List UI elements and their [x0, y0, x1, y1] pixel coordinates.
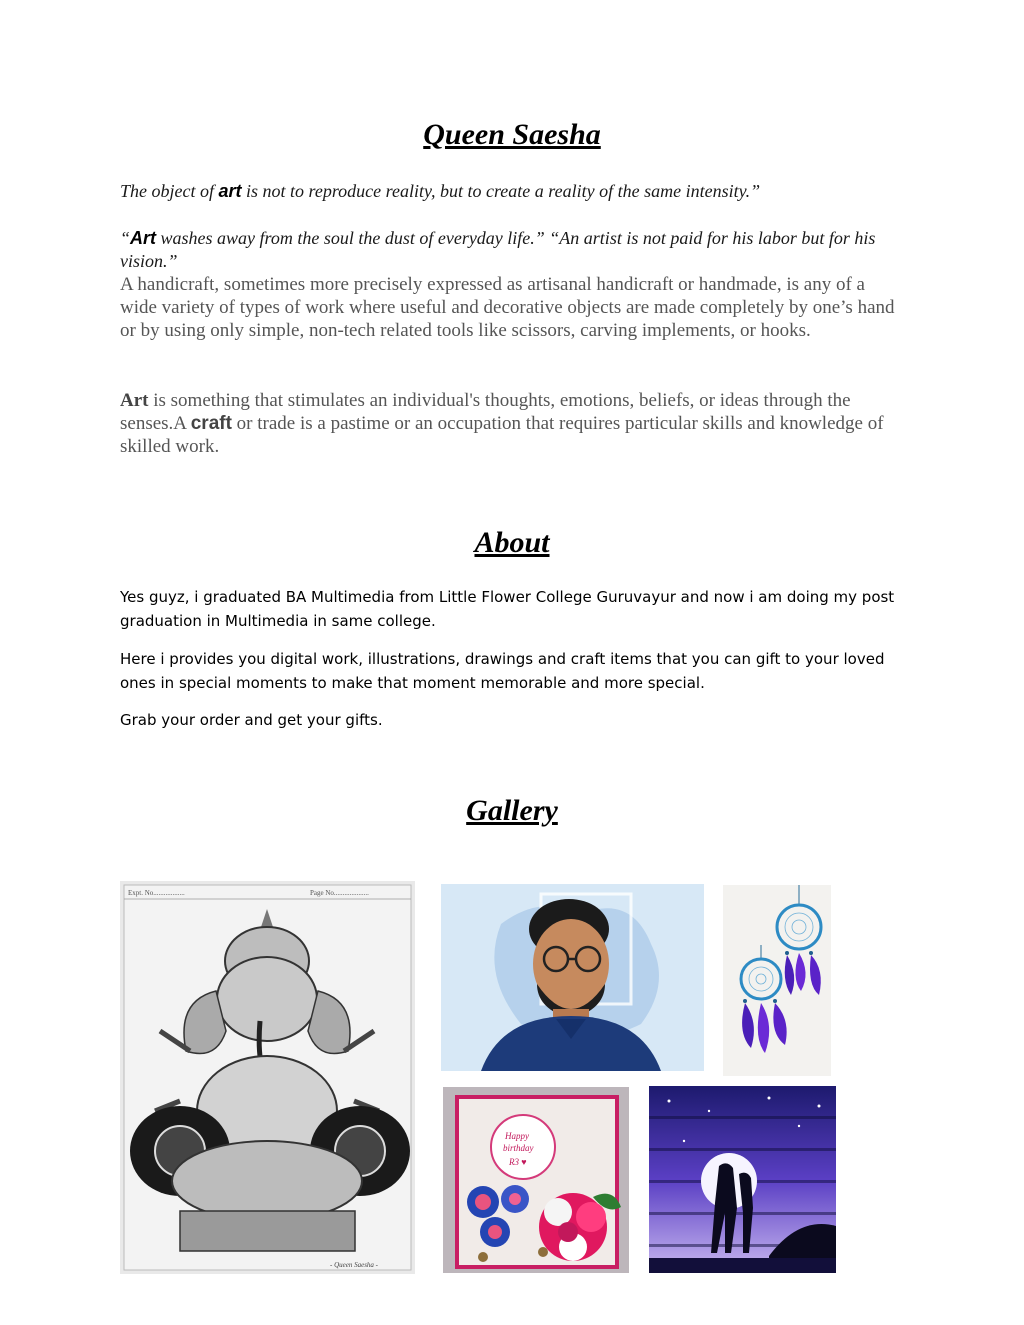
about-heading: About: [474, 526, 550, 559]
digital-portrait-image: [441, 884, 704, 1071]
birthday-card-craft-image: [443, 1087, 629, 1273]
about-paragraph-2: Here i provides you digital work, illustrations, drawings and craft items that you can gift to your loved ones in special moments to make that moment memorable and more special.: [120, 650, 885, 692]
about-paragraph-3: Grab your order and get your gifts.: [120, 711, 383, 729]
sketch-signature: - Queen Saesha -: [330, 1261, 379, 1269]
card-line-1: Happy: [505, 1131, 529, 1141]
dreamcatcher-image: [723, 885, 831, 1076]
night-couple-painting-image: [649, 1086, 836, 1273]
art-craft-paragraph: [120, 389, 905, 458]
quote-1-after: is not to reproduce reality, but to create a reality of the same intensity.”: [241, 181, 761, 201]
card-line-2: birthday: [503, 1143, 534, 1153]
ganesha-sketch-image: [120, 881, 415, 1274]
art-keyword: Art: [120, 390, 149, 411]
quote-art-soul: [120, 227, 905, 273]
craft-keyword: craft: [190, 413, 232, 434]
quote-2-before: “: [120, 228, 131, 248]
quote-2-after: washes away from the soul the dust of everyday life.” “An artist is not paid for his labor but for his vision.”: [120, 228, 876, 271]
page-title: Queen Saesha: [423, 118, 601, 151]
gallery-heading: Gallery: [466, 794, 558, 827]
sketch-expt-no: Expt. No..................: [128, 889, 185, 897]
quote-1-before: The object of: [120, 181, 219, 201]
quote-art-intensity: [120, 180, 905, 203]
craft-definition: or trade is a pastime or an occupation that requires particular skills and knowledge of skilled work.: [120, 413, 884, 457]
card-line-3: R3 ♥: [509, 1157, 527, 1167]
quote-2-keyword: Art: [130, 228, 157, 248]
about-paragraph-1: Yes guyz, i graduated BA Multimedia from Little Flower College Guruvayur and now i am doing my post graduation in Multimedia in same college.: [120, 588, 895, 630]
sketch-page-no: Page No....................: [310, 889, 369, 897]
quote-1-keyword: art: [218, 181, 242, 201]
handicraft-paragraph: A handicraft, sometimes more precisely expressed as artisanal handicraft or handmade, is any of a wide variety of types of work where useful and decorative objects are made completely by one’s hand or by using only simple, non-tech related tools like scissors, carving implements, or hooks.: [120, 274, 895, 341]
art-definition: is something that stimulates an individual's thoughts, emotions, beliefs, or ideas through the senses.A: [120, 390, 851, 434]
